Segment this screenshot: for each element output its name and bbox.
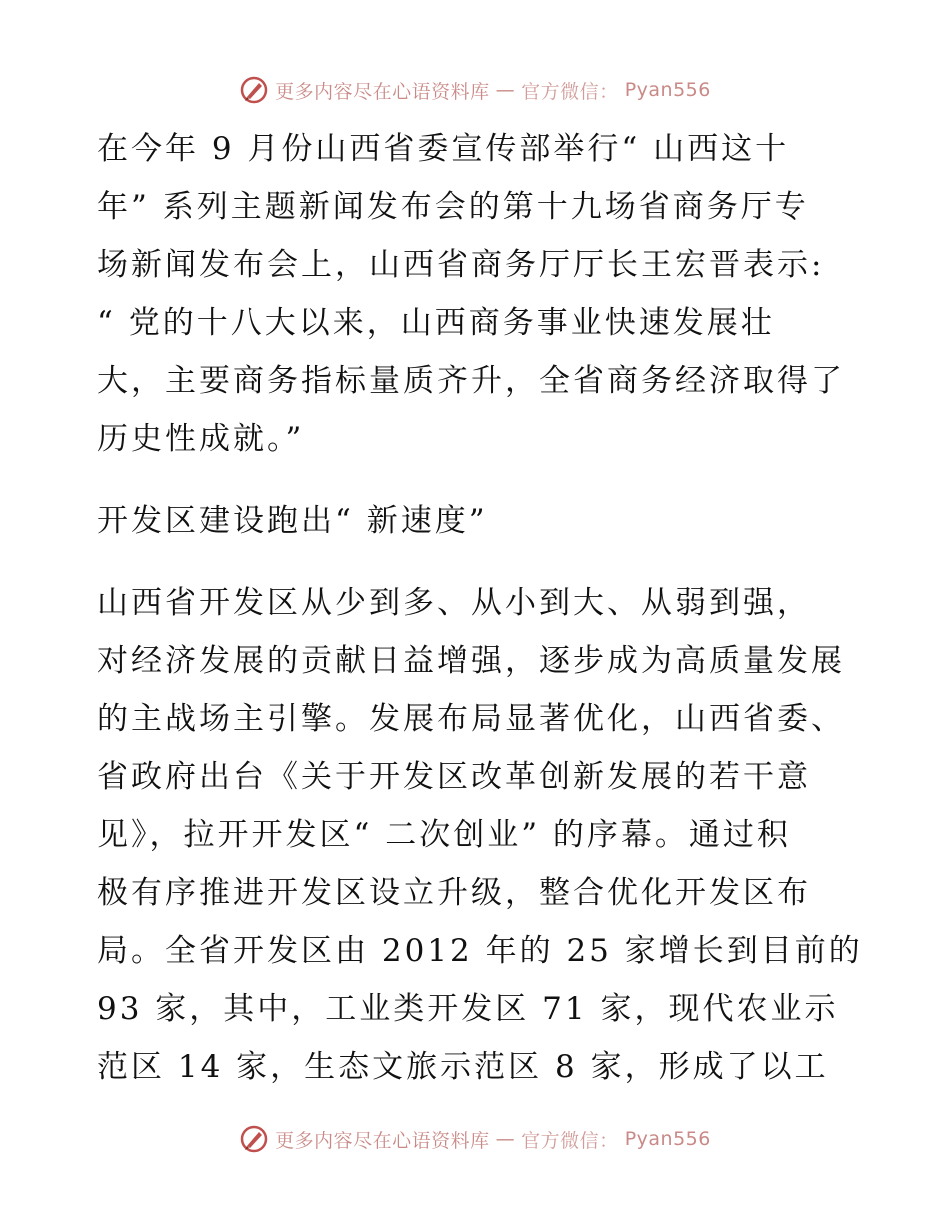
heading-line: 开发区建设跑出“ 新速度” <box>97 503 488 539</box>
text-line: 极有序推进开发区设立升级，整合优化开发区布 <box>97 875 811 911</box>
header-watermark <box>0 70 950 110</box>
text-line: 省政府出台《关于开发区改革创新发展的若干意 <box>97 759 811 795</box>
text-line: 在今年 9 月份山西省委宣传部举行“ 山西这十 <box>97 131 790 167</box>
footer-watermark <box>0 1119 950 1159</box>
text-line: 年” 系列主题新闻发布会的第十九场省商务厅专 <box>97 189 809 225</box>
watermark-wechat-label: 官方微信： <box>521 80 619 103</box>
text-line: 局。全省开发区由 2012 年的 25 家增长到目前的 <box>97 933 863 969</box>
text-line: 大，主要商务指标量质齐升，全省商务经济取得了 <box>97 363 845 399</box>
text-line: 山西省开发区从少到多、从小到大、从弱到强， <box>97 585 811 621</box>
watermark-wechat-label: 官方微信： <box>521 1129 619 1152</box>
text-line: 历史性成就。” <box>97 421 305 457</box>
text-line: 的主战场主引擎。发展布局显著优化，山西省委、 <box>97 701 845 737</box>
paragraph-intro <box>97 120 857 468</box>
quill-pen-logo-icon <box>239 1124 269 1154</box>
watermark-wechat-id: Pyan556 <box>624 1128 711 1150</box>
text-line: 场新闻发布会上，山西省商务厅厅长王宏晋表示: <box>97 247 825 283</box>
watermark-text: 更多内容尽在心语资料库 <box>275 1129 490 1152</box>
watermark-text: 更多内容尽在心语资料库 <box>275 80 490 103</box>
document-body <box>97 120 863 1096</box>
watermark-separator: — <box>495 1128 516 1150</box>
paragraph-development-zones <box>97 574 863 1096</box>
quill-pen-logo-icon <box>239 75 269 105</box>
text-line: 范区 14 家，生态文旅示范区 8 家，形成了以工 <box>97 1049 829 1085</box>
watermark-separator: — <box>495 79 516 101</box>
text-line: 见》，拉开开发区“ 二次创业” 的序幕。通过积 <box>97 817 791 853</box>
section-heading <box>97 492 857 550</box>
text-line: 93 家，其中，工业类开发区 71 家，现代农业示 <box>97 991 839 1027</box>
text-line: 对经济发展的贡献日益增强，逐步成为高质量发展 <box>97 643 845 679</box>
text-line: “ 党的十八大以来，山西商务事业快速发展壮 <box>97 305 775 341</box>
watermark-wechat-id: Pyan556 <box>624 79 711 101</box>
